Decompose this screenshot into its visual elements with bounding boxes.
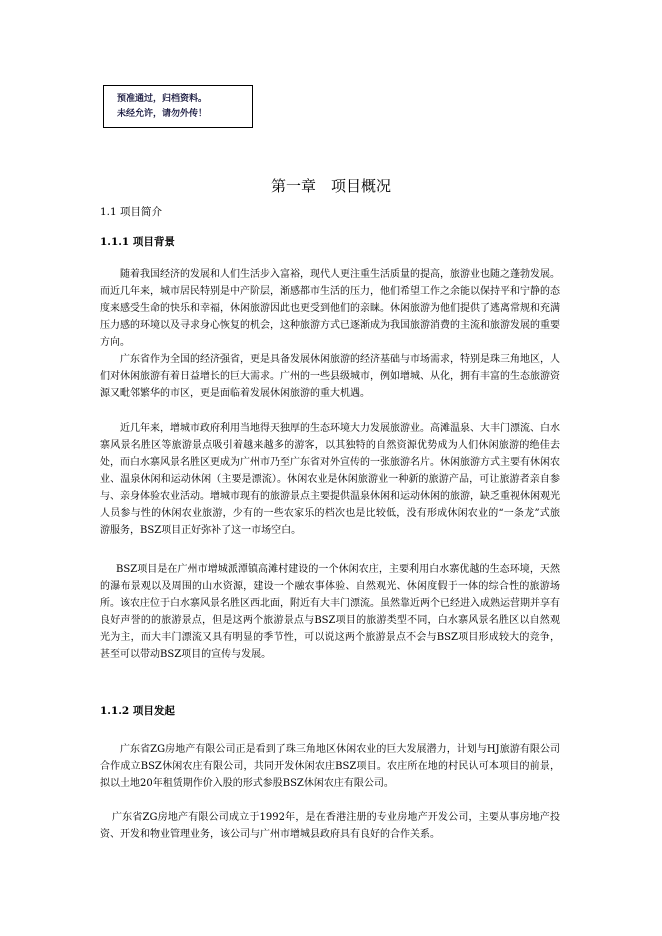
background-paragraph-3: 近几年来，增城市政府利用当地得天独厚的生态环境大力发展旅游业。高滩温泉、大丰门漂流、白水寨风景名胜区等旅游景点吸引着越来越多的游客，以其独特的自然资源优势成为人们休闲旅游的绝佳去处，而白水寨风景名胜区更成为广州市乃至广东省对外宣传的一张旅游名片。休闲旅游方式主要有休闲农业、温泉休闲和运动休闲（主要是漂流）。休闲农业是休闲旅游业一种新的旅游产品，可让旅游者亲自参与、亲身体验农业活动。增城市现有的旅游景点主要提供温泉休闲和运动休闲的旅游，缺乏重视休闲观光人员参与性的休闲农业旅游，少有的一些农家乐的档次也是比较低，没有形成休闲农业的“一条龙”式旅游服务，BSZ项目正好弥补了这一市场空白。 [100,423,560,536]
chapter-title: 第一章 项目概况 [270,177,391,195]
notice-line-2: 未经允许，请勿外传！ [117,109,208,119]
background-paragraph-2: 广东省作为全国的经济强省，更是具备发展休闲旅游的经济基础与市场需求，特别是珠三角地区，人们对休闲旅游有着日益增长的巨大需求。广州的一些县级城市，例如增城、从化，拥有丰富的生态旅游资源又毗邻繁华的市区，更是面临着发展休闲旅游的重大机遇。 [100,354,560,399]
background-paragraph-4: BSZ项目是在广州市增城派潭镇高滩村建设的一个休闲农庄，主要利用白水寨优越的生态环境，天然的瀑布景观以及周围的山水资源，建设一个融农事体验、自然观光、休闲度假于一体的综合性的旅游场所。该农庄位于白水寨风景名胜区西北面，附近有大丰门漂流。虽然靠近两个已经进入成熟运营期并享有良好声誉的的旅游景点，但是这两个旅游景点与BSZ项目的旅游类型不同，白水寨风景名胜区以自然观光为主，而大丰门漂流又具有明显的季节性，可以说这两个旅游景点不会与BSZ项目形成较大的竞争，甚至可以带动BSZ项目的宣传与发展。 [100,564,560,660]
background-paragraph-1: 随着我国经济的发展和人们生活步入富裕，现代人更注重生活质量的提高，旅游业也随之蓬勃发展。而近几年来，城市居民特别是中产阶层，渐感都市生活的压力，他们希望工作之余能以保持平和宁静的态度来感受生命的快乐和幸福，休闲旅游因此也更受到他们的亲睐。休闲旅游为他们提供了逃离常规和充满压力感的环境以及寻求身心恢复的机会，这种旅游方式已逐渐成为我国旅游消费的主流和旅游发展的重要方向。 [100,269,560,348]
origin-paragraph-2: 广东省ZG房地产有限公司成立于1992年，是在香港注册的专业房地产开发公司，主要从事房地产投资、开发和物业管理业务，该公司与广州市增城县政府具有良好的合作关系。 [100,812,560,840]
origin-paragraph-1: 广东省ZG房地产有限公司正是看到了珠三角地区休闲农业的巨大发展潜力，计划与HJ旅游有限公司合作成立BSZ休闲农庄有限公司，共同开发休闲农庄BSZ项目。农庄所在地的村民认可本项目的前景，拟以土地20年租赁期作价入股的形式参股BSZ休闲农庄有限公司。 [100,744,560,789]
section-heading-1-1-1: 1.1.1 项目背景 [100,236,175,248]
confidential-notice-box [103,85,253,128]
notice-line-1: 预准通过，归档资料。 [117,94,208,104]
section-heading-1-1-2: 1.1.2 项目发起 [100,705,175,717]
section-heading-1-1: 1.1 项目简介 [100,206,163,218]
